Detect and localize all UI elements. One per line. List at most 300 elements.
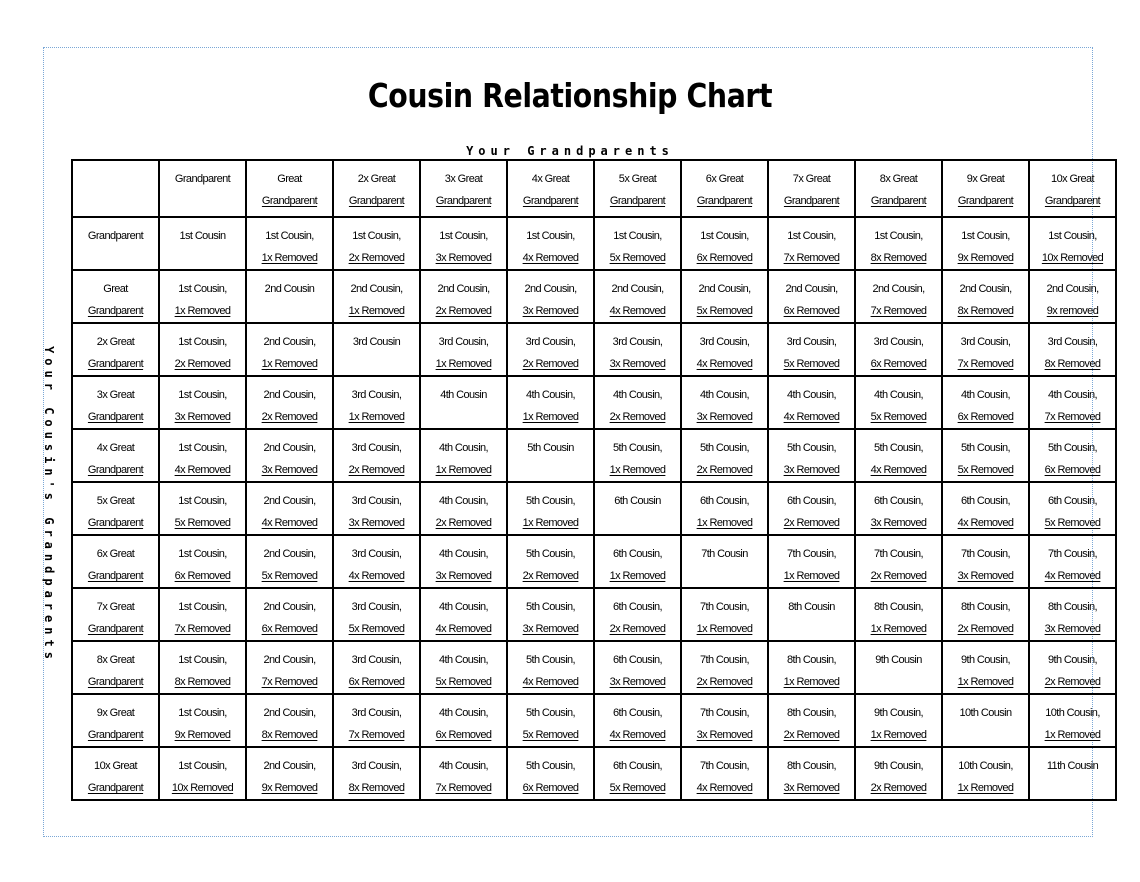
relationship-cell — [1029, 323, 1116, 376]
cell-text — [682, 536, 767, 565]
cell-line: 10x Removed — [1041, 252, 1104, 264]
relationship-cell — [1029, 376, 1116, 429]
cell-line: 9x Great — [966, 173, 1005, 185]
cell-text — [247, 589, 332, 640]
relationship-cell — [942, 376, 1029, 429]
cell-line: 7x Removed — [783, 252, 840, 264]
relationship-cell — [420, 270, 507, 323]
cell-line: 2nd Cousin, — [524, 283, 577, 295]
cell-text — [1030, 589, 1115, 640]
cell-line: 7th Cousin — [701, 548, 748, 560]
cell-text — [1030, 377, 1115, 428]
relationship-cell — [333, 376, 420, 429]
cell-line: 2x Removed — [783, 517, 840, 529]
cell-text — [247, 218, 332, 269]
header-row — [72, 160, 1116, 217]
cell-text — [769, 430, 854, 481]
relationship-cell — [507, 323, 594, 376]
cell-text — [1030, 324, 1115, 375]
cell-line: 4x Removed — [696, 782, 753, 794]
relationship-cell — [681, 747, 768, 800]
cell-line: 1x Removed — [609, 464, 666, 476]
relationship-cell — [333, 535, 420, 588]
cell-line: 3x Removed — [609, 358, 666, 370]
relationship-cell — [681, 588, 768, 641]
column-header-cell — [246, 160, 333, 217]
relationship-cell — [246, 535, 333, 588]
cell-line: 7x Removed — [1044, 411, 1101, 423]
relationship-cell — [507, 694, 594, 747]
cell-text — [1030, 695, 1115, 746]
cell-line: 7th Cousin, — [786, 548, 837, 560]
cell-line: 2nd Cousin, — [263, 336, 316, 348]
relationship-cell — [159, 323, 246, 376]
cell-line: Great — [277, 173, 302, 185]
cell-line: 7th Cousin, — [699, 760, 750, 772]
cell-line: Grandparent — [87, 729, 144, 741]
cell-line: 2nd Cousin, — [611, 283, 664, 295]
cell-line: 1x Removed — [957, 676, 1014, 688]
cell-line: 2x Removed — [696, 464, 753, 476]
cell-text — [856, 218, 941, 269]
cell-line: 1st Cousin, — [178, 495, 227, 507]
cell-line: 8x Removed — [261, 729, 318, 741]
cell-text — [769, 161, 854, 212]
cell-line: 8x Removed — [348, 782, 405, 794]
cell-text — [160, 483, 245, 534]
cell-line: 4th Cousin, — [612, 389, 663, 401]
cell-line: 4th Cousin, — [438, 601, 489, 613]
cell-line: Grandparent — [87, 570, 144, 582]
cell-text — [595, 161, 680, 212]
table-row — [72, 376, 1116, 429]
cell-text — [508, 218, 593, 269]
cell-line: 6th Cousin, — [873, 495, 924, 507]
relationship-cell — [246, 323, 333, 376]
cell-line: 4th Cousin, — [1047, 389, 1098, 401]
cell-line: 2nd Cousin, — [263, 548, 316, 560]
cell-text — [160, 536, 245, 587]
cell-text — [508, 271, 593, 322]
relationship-cell — [333, 429, 420, 482]
relationship-cell — [768, 376, 855, 429]
cell-text — [769, 324, 854, 375]
cell-text — [595, 536, 680, 587]
cell-line: Grandparent — [87, 517, 144, 529]
relationship-cell — [246, 217, 333, 270]
cell-line: 2x Removed — [522, 570, 579, 582]
cell-text — [160, 271, 245, 322]
cell-text — [595, 642, 680, 693]
relationship-cell — [246, 270, 333, 323]
cell-line: 2x Removed — [348, 252, 405, 264]
column-header-cell — [1029, 160, 1116, 217]
cell-line: 4th Cousin, — [873, 389, 924, 401]
cell-text — [160, 589, 245, 640]
cell-text — [73, 218, 158, 247]
cell-line: 10x Removed — [171, 782, 234, 794]
cell-text — [421, 642, 506, 693]
relationship-cell — [594, 270, 681, 323]
cell-line: 2nd Cousin, — [872, 283, 925, 295]
cell-text — [334, 536, 419, 587]
relationship-cell — [942, 482, 1029, 535]
cell-line: 6th Cousin, — [960, 495, 1011, 507]
relationship-cell — [594, 429, 681, 482]
cell-text — [595, 324, 680, 375]
cell-line: 2nd Cousin, — [263, 654, 316, 666]
relationship-cell — [507, 482, 594, 535]
relationship-cell — [594, 694, 681, 747]
cell-line: 2x Removed — [522, 358, 579, 370]
cell-line: 4x Removed — [783, 411, 840, 423]
cell-line: 5x Great — [618, 173, 657, 185]
relationship-cell — [333, 694, 420, 747]
cell-text — [1030, 748, 1115, 777]
relationship-cell — [594, 747, 681, 800]
cell-text — [421, 748, 506, 799]
cell-line: 1st Cousin, — [1048, 230, 1097, 242]
cell-text — [73, 642, 158, 693]
cell-line: 9th Cousin, — [1047, 654, 1098, 666]
column-header-cell — [681, 160, 768, 217]
relationship-cell — [1029, 641, 1116, 694]
cell-text — [508, 324, 593, 375]
cell-text — [1030, 536, 1115, 587]
cell-text — [508, 377, 593, 428]
cell-line: 6th Cousin, — [612, 601, 663, 613]
relationship-cell — [159, 694, 246, 747]
relationship-cell — [681, 535, 768, 588]
cell-line: 11th Cousin — [1046, 760, 1099, 772]
relationship-cell — [681, 323, 768, 376]
cell-text — [334, 161, 419, 212]
cell-line: 7x Removed — [435, 782, 492, 794]
relationship-cell — [768, 694, 855, 747]
cell-line: 9th Cousin — [875, 654, 922, 666]
cell-line: 3rd Cousin, — [1047, 336, 1098, 348]
cell-line: 4x Great — [96, 442, 135, 454]
cell-text — [247, 271, 332, 300]
cell-text — [160, 430, 245, 481]
cell-line: 1x Removed — [348, 411, 405, 423]
cell-text — [247, 483, 332, 534]
cell-line: Grandparent — [174, 173, 231, 185]
cell-text — [943, 218, 1028, 269]
cell-line: 5th Cousin, — [873, 442, 924, 454]
relationship-cell — [681, 429, 768, 482]
cell-line: Grandparent — [1044, 195, 1101, 207]
cell-line: 6th Cousin, — [612, 548, 663, 560]
relationship-cell — [159, 270, 246, 323]
cell-line: 2x Removed — [870, 570, 927, 582]
relationship-cell — [855, 588, 942, 641]
cell-text — [508, 430, 593, 459]
cell-line: Grandparent — [87, 676, 144, 688]
cell-line: 3rd Cousin, — [351, 654, 402, 666]
cell-text — [682, 271, 767, 322]
relationship-cell — [1029, 217, 1116, 270]
relationship-cell — [246, 376, 333, 429]
cell-text — [160, 642, 245, 693]
cell-line: 5x Removed — [522, 729, 579, 741]
cell-text — [160, 218, 245, 247]
cell-line: 10th Cousin — [959, 707, 1012, 719]
relationship-cell — [681, 217, 768, 270]
cell-line: 5th Cousin, — [525, 707, 576, 719]
cell-text — [334, 377, 419, 428]
cell-line: 6x Great — [96, 548, 135, 560]
cell-line: 2nd Cousin — [264, 283, 315, 295]
relationship-cell — [420, 641, 507, 694]
relationship-cell — [942, 535, 1029, 588]
cell-line: Grandparent — [696, 195, 753, 207]
cell-line: 9th Cousin, — [873, 707, 924, 719]
relationship-cell — [768, 482, 855, 535]
cell-line: 5th Cousin, — [786, 442, 837, 454]
cell-text — [508, 695, 593, 746]
cell-line: 9x Great — [96, 707, 135, 719]
top-axis-label: Your Grandparents — [466, 144, 674, 158]
cell-line: 3x Great — [444, 173, 483, 185]
cell-text — [160, 748, 245, 799]
relationship-cell — [1029, 535, 1116, 588]
cell-line: 3x Removed — [696, 411, 753, 423]
relationship-cell — [942, 641, 1029, 694]
cell-line: 7th Cousin, — [699, 601, 750, 613]
cell-line: 8x Removed — [870, 252, 927, 264]
cell-line: 3x Removed — [870, 517, 927, 529]
column-header-cell — [768, 160, 855, 217]
cell-line: 2x Great — [96, 336, 135, 348]
cell-line: 7x Great — [96, 601, 135, 613]
cell-line: Grandparent — [87, 464, 144, 476]
cell-text — [508, 642, 593, 693]
cell-text — [682, 748, 767, 799]
cell-text — [160, 161, 245, 190]
relationship-cell — [681, 376, 768, 429]
relationship-cell — [681, 482, 768, 535]
cell-text — [334, 324, 419, 353]
cell-line: 2nd Cousin, — [785, 283, 838, 295]
relationship-cell — [507, 588, 594, 641]
cell-line: 1st Cousin, — [700, 230, 749, 242]
cell-line: 9x Removed — [957, 252, 1014, 264]
cell-line: 4th Cousin, — [960, 389, 1011, 401]
relationship-cell — [159, 217, 246, 270]
cell-line: 3rd Cousin, — [351, 601, 402, 613]
column-header-cell — [507, 160, 594, 217]
row-header-cell — [72, 217, 159, 270]
cell-text — [247, 536, 332, 587]
cell-line: 1x Removed — [1044, 729, 1101, 741]
relationship-cell — [420, 747, 507, 800]
cell-line: 6th Cousin — [614, 495, 661, 507]
cell-line: 5x Removed — [261, 570, 318, 582]
relationship-cell — [855, 482, 942, 535]
cell-line: Grandparent — [87, 623, 144, 635]
relationship-cell — [246, 641, 333, 694]
cell-text — [334, 483, 419, 534]
relationship-cell — [594, 588, 681, 641]
cell-line: 7th Cousin, — [699, 707, 750, 719]
relationship-cell — [855, 694, 942, 747]
cell-text — [421, 218, 506, 269]
cell-text — [769, 536, 854, 587]
cell-line: 3rd Cousin, — [351, 707, 402, 719]
cell-text — [943, 589, 1028, 640]
cell-line: 5th Cousin, — [525, 654, 576, 666]
cell-text — [73, 483, 158, 534]
cell-line: 3x Removed — [522, 623, 579, 635]
cell-text — [595, 271, 680, 322]
cell-line: 3rd Cousin, — [351, 442, 402, 454]
cell-text — [334, 642, 419, 693]
cell-line: 5th Cousin, — [525, 548, 576, 560]
cell-line: 2x Removed — [609, 623, 666, 635]
cell-text — [421, 271, 506, 322]
cell-line: 1st Cousin, — [178, 654, 227, 666]
cell-line: 3rd Cousin, — [699, 336, 750, 348]
relationship-cell — [942, 217, 1029, 270]
cell-line: 6x Removed — [435, 729, 492, 741]
cell-text — [1030, 271, 1115, 322]
cell-line: 8th Cousin — [788, 601, 835, 613]
cell-line: Grandparent — [609, 195, 666, 207]
cell-line: 4th Cousin, — [438, 495, 489, 507]
cell-text — [160, 695, 245, 746]
cell-line: Grandparent — [87, 305, 144, 317]
relationship-cell — [681, 641, 768, 694]
cell-line: 4x Removed — [609, 729, 666, 741]
cell-line: 1st Cousin, — [178, 760, 227, 772]
column-header-cell — [594, 160, 681, 217]
cell-line: 5x Removed — [870, 411, 927, 423]
cell-line: 8x Great — [879, 173, 918, 185]
cell-line: 5x Removed — [1044, 517, 1101, 529]
cell-text — [73, 695, 158, 746]
cell-line: 2x Great — [357, 173, 396, 185]
cell-line: 9th Cousin, — [873, 760, 924, 772]
cell-line: 1x Removed — [783, 676, 840, 688]
cell-line: 6x Removed — [1044, 464, 1101, 476]
relationship-cell — [333, 270, 420, 323]
cell-line: 3x Great — [96, 389, 135, 401]
cell-line: 2nd Cousin, — [437, 283, 490, 295]
cell-line: 2x Removed — [435, 305, 492, 317]
cell-line: 1x Removed — [435, 358, 492, 370]
chart-title: Cousin Relationship Chart — [367, 76, 773, 115]
relationship-cell — [246, 694, 333, 747]
relationship-cell — [420, 694, 507, 747]
cell-line: 10x Great — [1051, 173, 1094, 185]
relationship-cell — [1029, 747, 1116, 800]
cell-text — [856, 642, 941, 671]
side-axis-label-text: Your Cousin's Grandparents — [42, 346, 56, 664]
cell-line: Grandparent — [87, 358, 144, 370]
cell-text — [508, 748, 593, 799]
cell-line: 1st Cousin, — [526, 230, 575, 242]
cell-text — [160, 324, 245, 375]
cell-line: 6x Removed — [348, 676, 405, 688]
relationship-cell — [333, 323, 420, 376]
cell-text — [943, 483, 1028, 534]
cell-text — [247, 695, 332, 746]
cell-text — [943, 642, 1028, 693]
cell-line: 1st Cousin, — [787, 230, 836, 242]
cell-text — [856, 430, 941, 481]
cell-text — [508, 161, 593, 212]
cell-line: 5x Removed — [348, 623, 405, 635]
cell-line: 4x Removed — [696, 358, 753, 370]
relationship-cell — [855, 429, 942, 482]
cell-line: 3x Removed — [783, 782, 840, 794]
cell-line: 5x Removed — [696, 305, 753, 317]
cell-line: Grandparent — [87, 782, 144, 794]
cell-text — [508, 536, 593, 587]
table-row — [72, 429, 1116, 482]
cell-line: 8th Cousin, — [1047, 601, 1098, 613]
cell-text — [682, 430, 767, 481]
cell-line: 3x Removed — [957, 570, 1014, 582]
cell-line: 3rd Cousin, — [351, 495, 402, 507]
relationship-cell — [768, 588, 855, 641]
cell-line: 1st Cousin, — [265, 230, 314, 242]
cell-text — [595, 218, 680, 269]
cell-line: Grandparent — [435, 195, 492, 207]
table-row — [72, 694, 1116, 747]
cell-text — [334, 271, 419, 322]
cell-line: 2nd Cousin, — [263, 389, 316, 401]
cell-text — [769, 695, 854, 746]
cell-line: 1st Cousin, — [874, 230, 923, 242]
cell-text — [595, 430, 680, 481]
cell-line: 7x Removed — [348, 729, 405, 741]
cell-line: 4x Removed — [609, 305, 666, 317]
cell-line: 3rd Cousin, — [438, 336, 489, 348]
cell-text — [769, 271, 854, 322]
cell-line: 4x Removed — [1044, 570, 1101, 582]
cell-text — [769, 377, 854, 428]
table-row — [72, 535, 1116, 588]
cell-text — [421, 589, 506, 640]
cell-line: 8th Cousin, — [786, 707, 837, 719]
cell-line: 6x Removed — [957, 411, 1014, 423]
table-row — [72, 747, 1116, 800]
cell-text — [247, 324, 332, 375]
cell-line: Grandparent — [783, 195, 840, 207]
cell-line: 3x Removed — [522, 305, 579, 317]
cell-text — [856, 536, 941, 587]
cell-line: 9th Cousin, — [960, 654, 1011, 666]
cell-text — [334, 748, 419, 799]
cell-text — [247, 377, 332, 428]
cell-line: 1x Removed — [957, 782, 1014, 794]
cell-line: 3rd Cousin — [352, 336, 401, 348]
cell-line: 3x Removed — [261, 464, 318, 476]
cell-line: 1st Cousin, — [178, 389, 227, 401]
cell-line: 10x Great — [94, 760, 137, 772]
cell-line: 1x Removed — [870, 729, 927, 741]
cell-line: 2x Removed — [348, 464, 405, 476]
cell-text — [943, 271, 1028, 322]
cell-line: 6th Cousin, — [1047, 495, 1098, 507]
cell-line: Grandparent — [348, 195, 405, 207]
relationship-cell — [594, 217, 681, 270]
cell-line: Grandparent — [522, 195, 579, 207]
relationship-cell — [507, 429, 594, 482]
cell-line: 4x Removed — [174, 464, 231, 476]
